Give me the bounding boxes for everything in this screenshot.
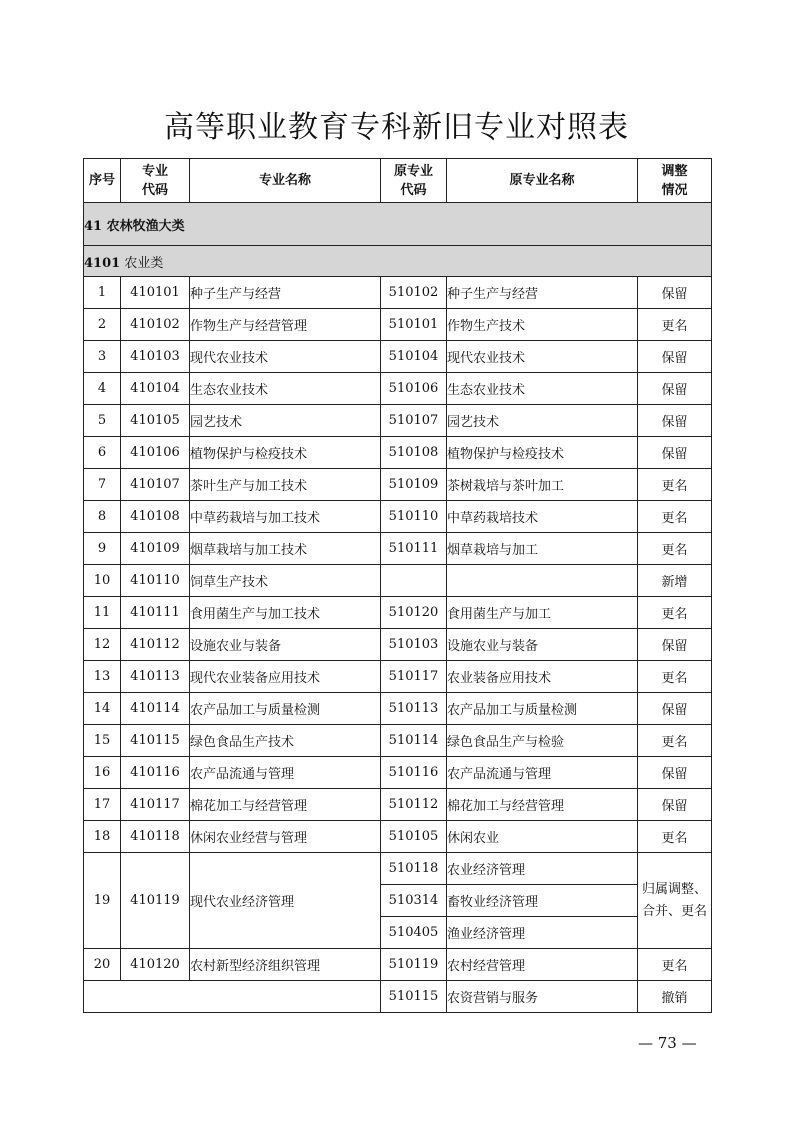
cell-old-name: 茶树栽培与茶叶加工: [447, 469, 638, 501]
cell-old-code: 510118: [381, 853, 447, 885]
cell-name: 作物生产与经营管理: [190, 309, 381, 341]
cell-status: 新增: [638, 565, 712, 597]
table-row: [84, 437, 712, 469]
table-row: [84, 533, 712, 565]
cell-name: 休闲农业经营与管理: [190, 821, 381, 853]
cell-seq: 19: [84, 853, 121, 949]
cell-status: 保留: [638, 757, 712, 789]
cell-name: 现代农业经济管理: [190, 853, 381, 949]
cell-old-name: 现代农业技术: [447, 341, 638, 373]
cell-name: 茶叶生产与加工技术: [190, 469, 381, 501]
cell-name: 烟草栽培与加工技术: [190, 533, 381, 565]
cell-code: 410117: [121, 789, 190, 821]
cell-old-code: 510108: [381, 437, 447, 469]
cell-seq: 18: [84, 821, 121, 853]
table-row: [84, 277, 712, 309]
table-row: [84, 661, 712, 693]
cell-code: 410104: [121, 373, 190, 405]
cell-seq: 8: [84, 501, 121, 533]
cell-status: 保留: [638, 341, 712, 373]
cell-old-code: 510115: [381, 981, 447, 1013]
cell-old-code: [381, 565, 447, 597]
header-name: 专业名称: [190, 159, 381, 203]
table-row: [84, 341, 712, 373]
table-row: [84, 789, 712, 821]
cell-name: 食用菌生产与加工技术: [190, 597, 381, 629]
cell-old-name: 农产品加工与质量检测: [447, 693, 638, 725]
cell-status: 更名: [638, 821, 712, 853]
cell-seq: 14: [84, 693, 121, 725]
cell-old-code: 510120: [381, 597, 447, 629]
cell-old-name: 绿色食品生产与检验: [447, 725, 638, 757]
cell-status: 归属调整、合并、更名: [638, 853, 712, 949]
cell-old-code: 510101: [381, 309, 447, 341]
cell-code: 410120: [121, 949, 190, 981]
cell-old-name: 休闲农业: [447, 821, 638, 853]
cell-code: 410108: [121, 501, 190, 533]
cell-seq: 3: [84, 341, 121, 373]
comparison-table: [83, 158, 712, 1013]
cell-status: 撤销: [638, 981, 712, 1013]
cell-name: 农村新型经济组织管理: [190, 949, 381, 981]
cell-name: 农产品流通与管理: [190, 757, 381, 789]
cell-old-name: 设施农业与装备: [447, 629, 638, 661]
cell-status: 保留: [638, 789, 712, 821]
cell-old-code: 510405: [381, 917, 447, 949]
cell-code: 410113: [121, 661, 190, 693]
cell-old-name: 农业经济管理: [447, 853, 638, 885]
cell-name: 植物保护与检疫技术: [190, 437, 381, 469]
cell-code: 410102: [121, 309, 190, 341]
cell-old-code: 510111: [381, 533, 447, 565]
header-seq: 序号: [84, 159, 121, 203]
cell-seq: 16: [84, 757, 121, 789]
table-row: [84, 693, 712, 725]
cell-status: 更名: [638, 949, 712, 981]
table-row: [84, 469, 712, 501]
cell-old-name: 植物保护与检疫技术: [447, 437, 638, 469]
cell-old-code: 510113: [381, 693, 447, 725]
page-title: 高等职业教育专科新旧专业对照表: [164, 110, 629, 145]
cell-old-code: 510116: [381, 757, 447, 789]
cell-old-name: 农业装备应用技术: [447, 661, 638, 693]
category-row: [84, 203, 712, 246]
cell-status: 更名: [638, 309, 712, 341]
cell-old-name: 棉花加工与经营管理: [447, 789, 638, 821]
cell-code: 410107: [121, 469, 190, 501]
header-adjust: 调整 情况: [638, 159, 712, 203]
cell-seq: 6: [84, 437, 121, 469]
cell-old-name: 渔业经济管理: [447, 917, 638, 949]
cell-name: 现代农业装备应用技术: [190, 661, 381, 693]
cell-status: 保留: [638, 693, 712, 725]
cell-name: 生态农业技术: [190, 373, 381, 405]
cell-name: 绿色食品生产技术: [190, 725, 381, 757]
table-row: [84, 757, 712, 789]
cell-code: 410110: [121, 565, 190, 597]
cell-status: 更名: [638, 725, 712, 757]
table-row: [84, 373, 712, 405]
cell-seq: 11: [84, 597, 121, 629]
category-label: 41 农林牧渔大类: [84, 203, 712, 246]
cell-code: 410112: [121, 629, 190, 661]
subcategory-row: [84, 246, 712, 277]
table-row: [84, 501, 712, 533]
table-row: [84, 853, 712, 885]
table-row: [84, 405, 712, 437]
cell-seq: 12: [84, 629, 121, 661]
cell-old-code: 510314: [381, 885, 447, 917]
cell-name: 现代农业技术: [190, 341, 381, 373]
cell-seq: 7: [84, 469, 121, 501]
cell-old-name: 园艺技术: [447, 405, 638, 437]
cell-seq: 1: [84, 277, 121, 309]
cell-name: 饲草生产技术: [190, 565, 381, 597]
cell-old-code: 510105: [381, 821, 447, 853]
cell-status: 更名: [638, 597, 712, 629]
cell-code: 410119: [121, 853, 190, 949]
cell-code: 410103: [121, 341, 190, 373]
table-row: [84, 565, 712, 597]
cell-old-name: 农资营销与服务: [447, 981, 638, 1013]
table-row: [84, 597, 712, 629]
cell-code: 410109: [121, 533, 190, 565]
cell-old-name: 食用菌生产与加工: [447, 597, 638, 629]
cell-code: 410106: [121, 437, 190, 469]
cell-old-code: 510102: [381, 277, 447, 309]
cell-status: 更名: [638, 469, 712, 501]
cell-seq: 5: [84, 405, 121, 437]
cell-code: 410111: [121, 597, 190, 629]
cell-code: 410105: [121, 405, 190, 437]
cell-seq: 10: [84, 565, 121, 597]
cell-status: 保留: [638, 405, 712, 437]
cell-name: 园艺技术: [190, 405, 381, 437]
cell-seq: 2: [84, 309, 121, 341]
cell-name: 中草药栽培与加工技术: [190, 501, 381, 533]
table-row: [84, 725, 712, 757]
cell-old-code: 510119: [381, 949, 447, 981]
cell-seq: 20: [84, 949, 121, 981]
cell-old-code: 510104: [381, 341, 447, 373]
cell-status: 更名: [638, 501, 712, 533]
cell-old-name: 作物生产技术: [447, 309, 638, 341]
cell-code: 410116: [121, 757, 190, 789]
header-old-name: 原专业名称: [447, 159, 638, 203]
cell-old-name: 中草药栽培技术: [447, 501, 638, 533]
cell-seq: 15: [84, 725, 121, 757]
cell-name: 种子生产与经营: [190, 277, 381, 309]
cell-old-name: 生态农业技术: [447, 373, 638, 405]
cell-old-name: 种子生产与经营: [447, 277, 638, 309]
cell-old-name: 畜牧业经济管理: [447, 885, 638, 917]
cell-old-code: 510110: [381, 501, 447, 533]
page-number: — 73 —: [638, 1034, 697, 1052]
table-row: [84, 821, 712, 853]
header-code: 专业 代码: [121, 159, 190, 203]
cell-old-code: 510112: [381, 789, 447, 821]
cell-name: 农产品加工与质量检测: [190, 693, 381, 725]
cell-old-code: 510107: [381, 405, 447, 437]
cell-code: 410115: [121, 725, 190, 757]
cell-old-name: 烟草栽培与加工: [447, 533, 638, 565]
table-row: [84, 981, 712, 1013]
cell-code: 410114: [121, 693, 190, 725]
table-header-row: [84, 159, 712, 203]
table-row: [84, 629, 712, 661]
cell-code: 410101: [121, 277, 190, 309]
cell-seq: 4: [84, 373, 121, 405]
header-old-code: 原专业 代码: [381, 159, 447, 203]
cell-status: 保留: [638, 629, 712, 661]
subcategory-label: 4101 农业类: [84, 246, 712, 277]
cell-status: 保留: [638, 437, 712, 469]
cell-status: 保留: [638, 277, 712, 309]
blank-cell: [84, 981, 381, 1013]
cell-old-code: 510117: [381, 661, 447, 693]
cell-name: 棉花加工与经营管理: [190, 789, 381, 821]
cell-seq: 17: [84, 789, 121, 821]
cell-old-name: [447, 565, 638, 597]
cell-name: 设施农业与装备: [190, 629, 381, 661]
cell-old-name: 农产品流通与管理: [447, 757, 638, 789]
cell-code: 410118: [121, 821, 190, 853]
cell-old-code: 510109: [381, 469, 447, 501]
cell-status: 更名: [638, 533, 712, 565]
cell-status: 保留: [638, 373, 712, 405]
cell-old-code: 510114: [381, 725, 447, 757]
cell-old-code: 510103: [381, 629, 447, 661]
cell-old-name: 农村经营管理: [447, 949, 638, 981]
cell-seq: 9: [84, 533, 121, 565]
table-row: [84, 309, 712, 341]
table-row: [84, 949, 712, 981]
cell-seq: 13: [84, 661, 121, 693]
cell-old-code: 510106: [381, 373, 447, 405]
cell-status: 更名: [638, 661, 712, 693]
